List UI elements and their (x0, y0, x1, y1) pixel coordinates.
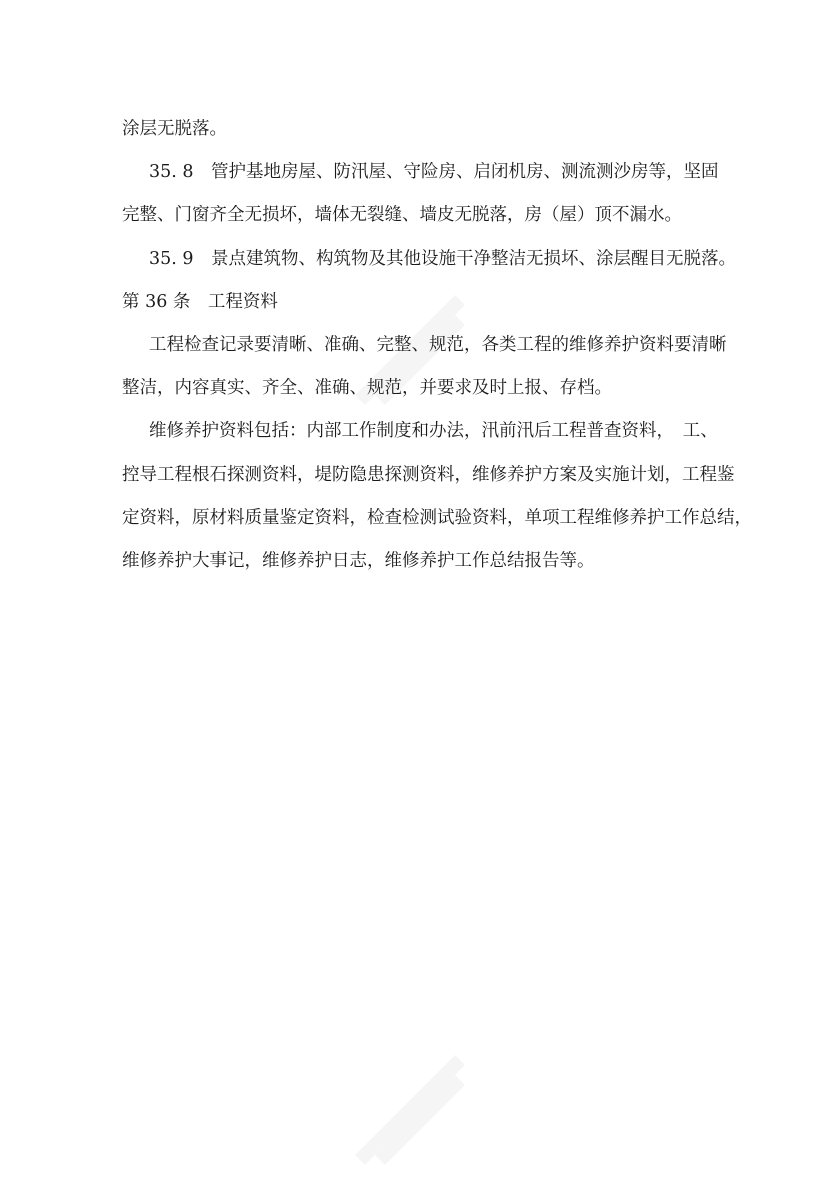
text-line: 第 36 条 工程资料 (122, 291, 278, 312)
watermark (340, 1040, 480, 1180)
text-line: 控导工程根石探测资料，堤防隐患探测资料，维修养护方案及实施计划，工程鉴 (122, 464, 735, 485)
document-body (122, 108, 752, 583)
text-line: 整洁，内容真实、齐全、准确、规范，并要求及时上报、存档。 (122, 378, 612, 399)
text-line: 完整、门窗齐全无损坏，墙体无裂缝、墙皮无脱落，房（屋）顶不漏水。 (122, 205, 682, 226)
text-line: 35. 9 景点建筑物、构筑物及其他设施干净整洁无损坏、涂层醒目无脱落。 (149, 248, 737, 269)
text-line: 工程检查记录要清晰、准确、完整、规范，各类工程的维修养护资料要清晰 (149, 334, 727, 355)
text-line: 维修养护大事记，维修养护日志，维修养护工作总结报告等。 (122, 550, 595, 571)
text-line: 定资料，原材料质量鉴定资料，检查检测试验资料，单项工程维修养护工作总结， (122, 507, 752, 528)
text-line: 涂层无脱落。 (122, 119, 227, 139)
text-line: 35. 8 管护基地房屋、防汛屋、守险房、启闭机房、测流测沙房等，坚固 (149, 162, 719, 183)
text-line: 维修养护资料包括：内部工作制度和办法，汛前汛后工程普查资料， 工、 (149, 421, 718, 442)
